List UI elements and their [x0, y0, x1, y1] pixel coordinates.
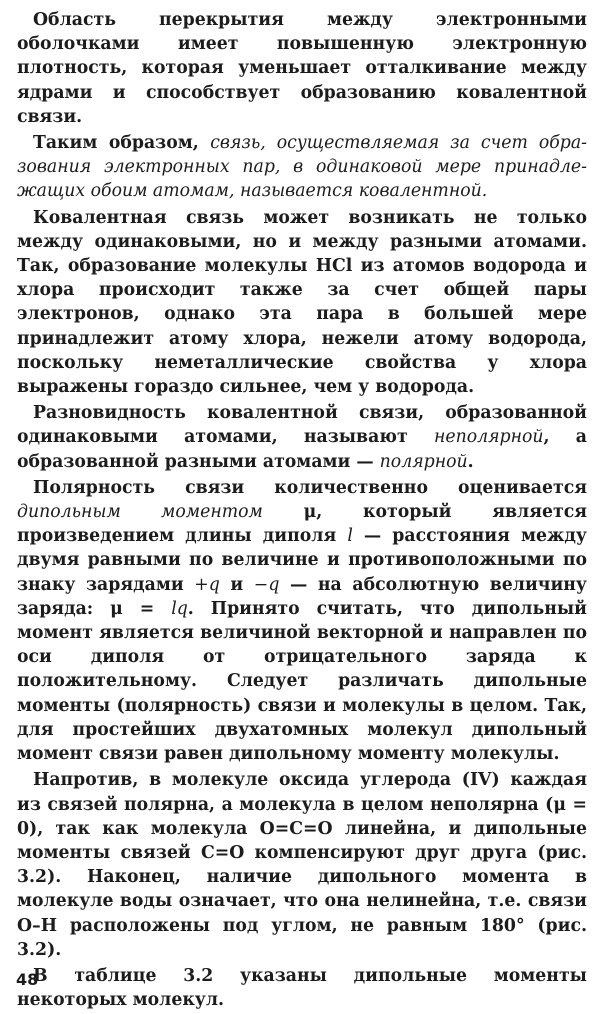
- paragraph-5: [17, 476, 587, 766]
- term-polar: полярной: [379, 451, 468, 472]
- paragraph-4: [17, 401, 587, 474]
- paragraph-3: [17, 206, 587, 400]
- paragraph-5-run-9: — на абсолютную величину заряда: μ =: [17, 574, 587, 619]
- paragraph-7: [17, 964, 587, 1012]
- paragraph-4-run-3: , а образованной разными атомами —: [17, 427, 587, 472]
- term-dipole-moment: дипольным моментом: [17, 502, 263, 523]
- term-nonpolar: неполярной: [433, 427, 544, 448]
- paragraph-5-run-3: μ, который является произведением длины диполя: [17, 502, 587, 547]
- paragraph-3-run-1: Ковалентная связь может возникать не только между одинаковыми, но и между разными атомами. Так, образование молекулы HCl из атомов водорода и хлора происходит также за счет общей пары электронов, однако эта пара в большей мере принадлежит атому хлора, нежели атому водорода, поскольку неметаллические свойства у хлора выражены гораздо сильнее, чем у водорода.: [17, 207, 587, 398]
- paragraph-5-run-11: . Принято считать, что дипольный момент является величиной векторной и направлен по оси диполя от отрицательного заряда к положительному. Следует различать дипольные моменты (полярность) связи и молекулы в целом. Так, для простейших двухатомных молекул дипольный момент связи равен дипольному моменту молекулы.: [17, 598, 587, 765]
- paragraph-5-run-1: Полярность связи количественно оценивается: [33, 477, 587, 498]
- symbol-lq: lq: [171, 598, 188, 619]
- page-number: 48: [16, 970, 39, 989]
- paragraph-6-run-1: Напротив, в молекуле оксида углерода (IV) каждая из связей полярна, а молекула в целом неполярна (μ = 0), так как молекула O=C=O линейна, и дипольные моменты связей C=O компенсируют друг друга (рис. 3.2). Наконец, наличие дипольного момента в молекуле воды означает, что она нелинейна, т.е. связи O–H расположены под углом, не равным 180° (рис. 3.2).: [17, 770, 587, 960]
- paragraph-4-run-5: .: [467, 451, 474, 472]
- page-body: [17, 8, 587, 1014]
- paragraph-2-run-1: Таким образом,: [33, 133, 211, 154]
- symbol-minus-q: −q: [253, 574, 280, 595]
- paragraph-7-run-1: В таблице 3.2 указаны дипольные моменты некоторых молекул.: [17, 965, 587, 1011]
- covalent-bond-definition: связь, осуществляемая за счет образования электронных пар, в одинаковой мере принадлежащих обоим атомам, называется ковалентной.: [17, 133, 587, 202]
- paragraph-5-run-7: и: [219, 574, 254, 595]
- paragraph-2: [17, 131, 587, 204]
- symbol-plus-q: +q: [194, 574, 220, 595]
- paragraph-6: [17, 768, 587, 962]
- paragraph-5-run-5: — расстояния между двумя равными по величине и противоположными по знаку зарядами: [17, 526, 587, 595]
- paragraph-1-run-1: Область перекрытия между электронными оболочками имеет повышенную электронную плотность, которая уменьшает отталкивание между ядрами и способствует образованию ковалентной связи.: [17, 10, 587, 127]
- paragraph-1: [17, 8, 587, 129]
- paragraph-4-run-1: Разновидность ковалентной связи, образованной одинаковыми атомами, называют: [17, 403, 587, 448]
- symbol-l: l: [347, 526, 353, 547]
